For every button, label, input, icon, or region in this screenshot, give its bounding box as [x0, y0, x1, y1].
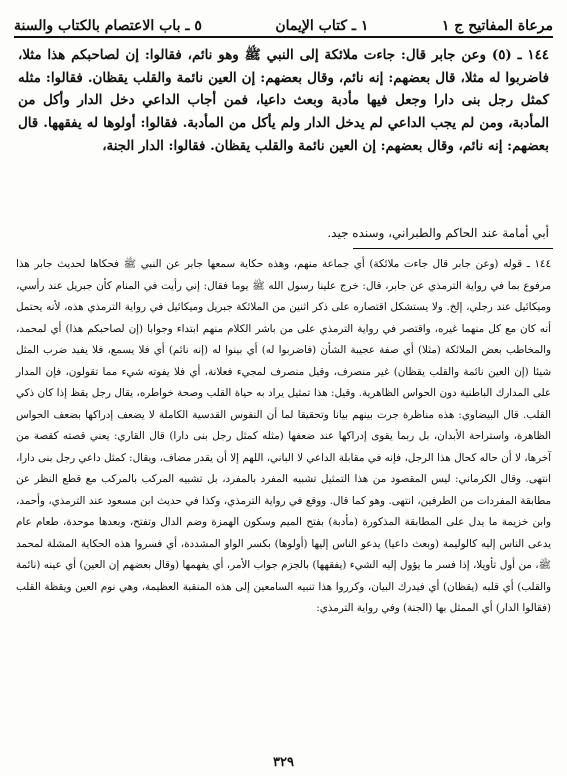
hadith-block [18, 44, 549, 158]
commentary-divider [353, 248, 553, 249]
hadith-text: ١٤٤ ـ (٥) وعن جابر قال: جاءت ملائكة إلى النبي ﷺ وهو نائم، فقالوا: إن لصاحبكم هذا مثلا، فاضربوا له مثلا، قال بعضهم: إنه نائم، وقال بعضهم: إن العين نائمة والقلب يقظان. فقالوا: مثله كمثل رجل بنى دارا وجعل فيها مأدبة وبعث داعيا، فمن أجاب الداعي دخل الدار وأكل من المأدبة، ومن لم يجب الداعي لم يدخل الدار ولم يأكل من المأدبة. فقالوا: أولوها له يفقهها. قال بعضهم: إنه نائم، وقال بعضهم: إن العين نائمة والقلب يقظان. فقالوا: الدار الجنة، [18, 47, 549, 154]
header-divider [14, 36, 553, 38]
page-header [14, 4, 553, 34]
reference-line [18, 224, 549, 242]
page-number: ٣٢٩ [273, 755, 294, 770]
commentary-text: ١٤٤ ـ قوله (وعن جابر قال جاءت ملائكة) أي جماعة منهم، وهذه حكاية سمعها جابر عن النبي ﷺ فحكاها لحديث جابر هذا مرفوع بما في رواية الترمذي عن جابر، قال: خرج علينا رسول الله ﷺ يوما فقال: إني رأيت في المنام كأن جبريل عند رأسي، وميكائيل عند رجلي، إلخ. ولا يستشكل اقتصاره على ذكر اثنين من الملائكة جبريل وميكائيل في رواية الترمذي هذه، لأنه يحتمل أنه كان مع كل منهما غيره، واقتصر في رواية الترمذي على من باشر الكلام منهم ابتداء وجوابا (إن لصاحبكم هذا) أي لمحمد، والمخاطب بعض الملائكة (مثلا) أي صفة عجيبة الشأن (فاضربوا له) أي بينوا له (إنه نائم) أي فلا يسمع، فلا يفيد ضرب المثل شيئا (إن العين نائمة والقلب يقظان) غير منصرف، وقيل منصرف لمجيء فعلانة، أي فلا يفوته شيء مما تقولون، فإن المدار على المدارك الباطنية دون الحواس الظاهرية. وقيل: هذا تمثيل يراد به حياة القلب وصحة خواطره، يقال رجل يقظ إذا كان ذكي القلب. قال البيضاوي: هذه مناظرة جرت بينهم بيانا وتحقيقا لما أن النفوس القدسية الكاملة لا يضعف إدراكها بضعف الحواس الظاهرة، واستراحة الأبدان، بل ربما يقوى إدراكها عند ضعفها (مثله كمثل رجل بنى دارا) قال القاري: يعني قصته كقصة من آخرها، لا أن حاله كحال هذا الرجل، فإنه في مقابلة الداعي لا الباني، اللهم إلا أن يقدر مضاف، ويقال: كمثل داعي رجل بنى دارا، انتهى. وقال الكرماني: ليس المقصود من هذا التمثيل تشبيه المفرد بالمفرد، بل تشبيه المركب بالمركب مع قطع النظر عن مطابقة المفردات من الطرفين، انتهى. وهو كما قال. ووقع في رواية الترمذي، وكذا في حديث ابن مسعود عند الترمذي، وأحمد، وابن خزيمة ما يدل على المطابقة المذكورة (مأدبة) بفتح الميم وسكون الهمزة وضم الدال وتفتح، وبعدها موحدة، طعام عام يدعى الناس إليه كالوليمة (وبعث داعيا) يدعو الناس إليها (أولوها) بكسر الواو المشددة، أي فسروا هذه الحكاية المشلة لمحمد ﷺ، من أول تأويلا، إذا فسر ما يؤول إليه الشيء (يفقهها) بالجزم جواب الأمر، أي يفهمها (وقال بعضهم إن العين) أي عينه (نائمة والقلب) أي قلبه (يقظان) أي فيدرك البيان، وكرروا هذا تنبيه السامعين إلى هذه المنقبة العظيمة، وهي نوم العين ويقظة القلب (فقالوا الدار) أي الممثل بها (الجنة) وفي رواية الترمذي: [16, 258, 551, 614]
section-title: ٥ ـ باب الاعتصام بالكتاب والسنة [14, 18, 202, 34]
commentary-block [16, 254, 551, 620]
reference-text: أبي أمامة عند الحاكم والطبراني، وسنده جيد. [327, 226, 549, 240]
book-title: مرعاة المفاتيح ج ١ [441, 18, 553, 34]
chapter-title: ١ ـ كتاب الإيمان [275, 18, 369, 34]
